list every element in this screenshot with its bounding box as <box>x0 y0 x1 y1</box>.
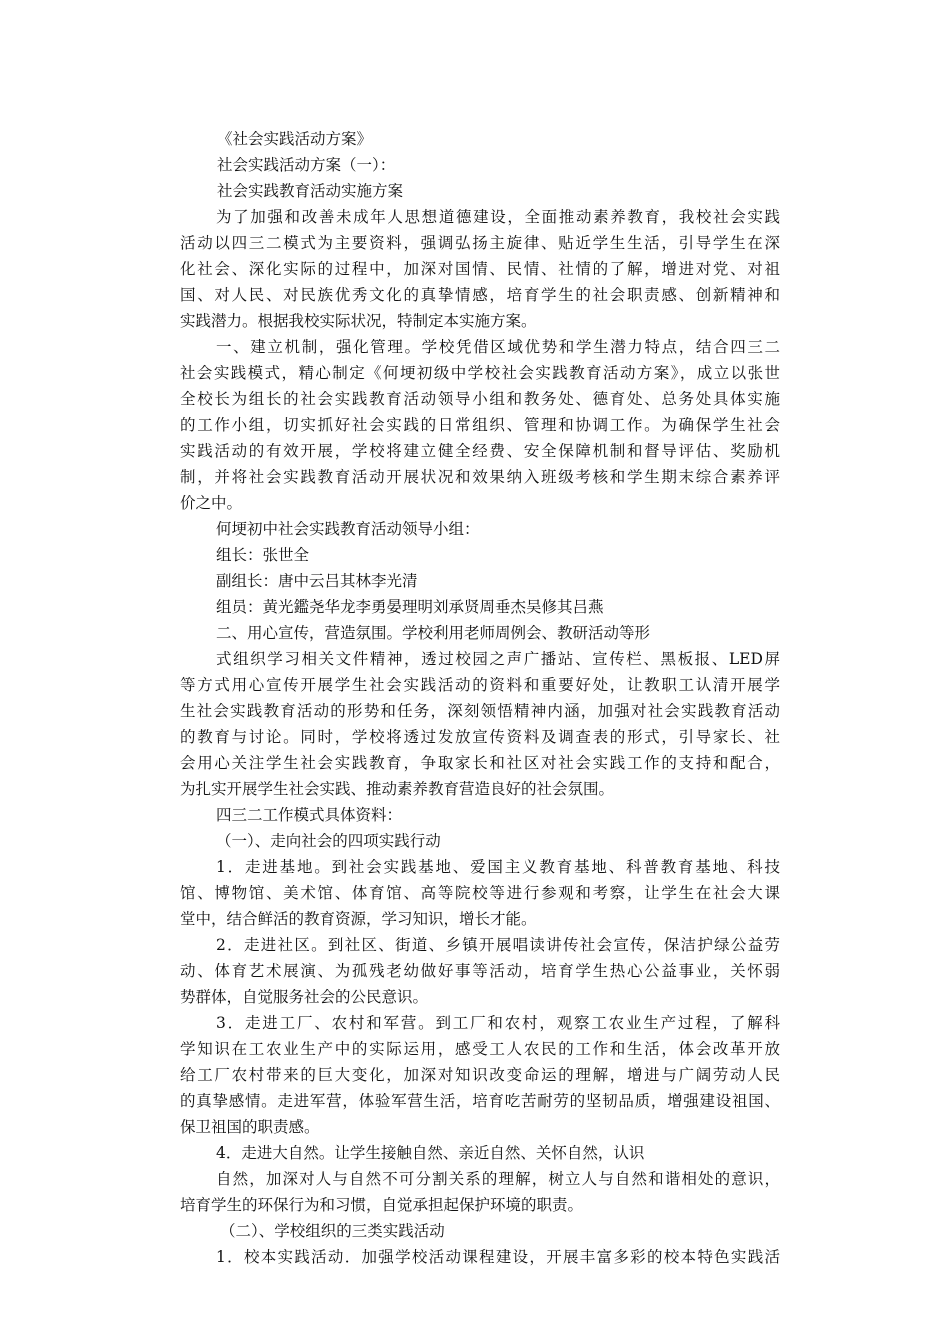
text-line: 1．走进基地。到社会实践基地、爱国主义教育基地、科普教育基地、科技 <box>216 858 780 876</box>
text-line: 的真挚感情。走进军营，体验军营生活，培育吃苦耐劳的坚韧品质，增强建设祖国、 <box>180 1092 780 1110</box>
text-line: 价之中。 <box>180 494 243 512</box>
section-heading: （二）、学校组织的三类实践活动 <box>220 1222 445 1240</box>
text-line: 组员：黄光鑑尧华龙李勇晏理明刘承贤周垂杰吴修其吕燕 <box>216 598 604 616</box>
text-line: 1．校本实践活动．加强学校活动课程建设，开展丰富多彩的校本特色实践活 <box>216 1248 780 1266</box>
text-line: 生社会实践教育活动的形势和任务，深刻领悟精神内涵，加强对社会实践教育活动 <box>180 702 780 720</box>
text-line: 自然，加深对人与自然不可分割关系的理解，树立人与自然和谐相处的意识， <box>216 1170 780 1188</box>
text-line: 四三二工作模式具体资料： <box>216 806 403 824</box>
text-line: 化社会、深化实际的过程中，加深对国情、民情、社情的了解，增进对党、对祖 <box>180 260 780 278</box>
text-line: 一、建立机制，强化管理。学校凭借区域优势和学生潜力特点，结合四三二 <box>216 338 780 356</box>
text-line: 为扎实开展学生社会实践、推动素养教育营造良好的社会氛围。 <box>180 780 615 798</box>
text-line: 为了加强和改善未成年人思想道德建设，全面推动素养教育，我校社会实践 <box>216 208 780 226</box>
text-line: 副组长：唐中云吕其林李光清 <box>216 572 418 590</box>
text-line: 3．走进工厂、农村和军营。到工厂和农村，观察工农业生产过程，了解科 <box>216 1014 780 1032</box>
text-line: 全校长为组长的社会实践教育活动领导小组和教务处、德育处、总务处具体实施 <box>180 390 780 408</box>
text-line: 等方式用心宣传开展学生社会实践活动的资料和重要好处，让教职工认清开展学 <box>180 676 780 694</box>
text-line: 2．走进社区。到社区、街道、乡镇开展唱读讲传社会宣传，保洁护绿公益劳 <box>216 936 780 954</box>
text-line: 馆、博物馆、美术馆、体育馆、高等院校等进行参观和考察，让学生在社会大课 <box>180 884 780 902</box>
text-line: 组长：张世全 <box>216 546 310 564</box>
text-line: 实践潜力。根据我校实际状况，特制定本实施方案。 <box>180 312 537 330</box>
text-line: 社会实践模式，精心制定《何埂初级中学校社会实践教育活动方案》，成立以张世 <box>180 364 780 382</box>
text-line: 堂中，结合鲜活的教育资源，学习知识，增长才能。 <box>180 910 537 928</box>
text-line: 何埂初中社会实践教育活动领导小组： <box>216 520 480 538</box>
text-line: 给工厂农村带来的巨大变化，加深对知识改变命运的理解，增进与广阔劳动人民 <box>180 1066 780 1084</box>
text-line: 国、对人民、对民族优秀文化的真挚情感，培育学生的社会职责感、创新精神和 <box>180 286 780 304</box>
text-line: 培育学生的环保行为和习惯，自觉承担起保护环境的职责。 <box>180 1196 584 1214</box>
section-heading: 社会实践活动方案（一）： <box>217 156 396 174</box>
document-title: 《社会实践活动方案》 <box>217 130 373 148</box>
text-line: 的教育与讨论。同时，学校将透过发放宣传资料及调查表的形式，引导家长、社 <box>180 728 780 746</box>
text-line: 二、用心宣传，营造氛围。学校利用老师周例会、教研活动等形 <box>216 624 651 642</box>
text-line: 学知识在工农业生产中的实际运用，感受工人农民的工作和生活，体会改革开放 <box>180 1040 780 1058</box>
text-line: 制，并将社会实践教育活动开展状况和效果纳入班级考核和学生期末综合素养评 <box>180 468 780 486</box>
text-line: 保卫祖国的职责感。 <box>180 1118 320 1136</box>
section-subheading: 社会实践教育活动实施方案 <box>217 182 404 200</box>
text-line: 势群体，自觉服务社会的公民意识。 <box>180 988 429 1006</box>
text-line: 实践活动的有效开展，学校将建立健全经费、安全保障机制和督导评估、奖励机 <box>180 442 780 460</box>
text-line: 活动以四三二模式为主要资料，强调弘扬主旋律、贴近学生生活，引导学生在深 <box>180 234 780 252</box>
text-line: 4．走进大自然。让学生接触自然、亲近自然、关怀自然，认识 <box>216 1144 645 1162</box>
document-body <box>180 126 780 1270</box>
text-line: 动、体育艺术展演、为孤残老幼做好事等活动，培育学生热心公益事业，关怀弱 <box>180 962 780 980</box>
text-line: 会用心关注学生社会实践教育，争取家长和社区对社会实践工作的支持和配合， <box>180 754 780 772</box>
text-line: 的工作小组，切实抓好社会实践的日常组织、管理和协调工作。为确保学生社会 <box>180 416 780 434</box>
text-line: （一）、走向社会的四项实践行动 <box>216 832 441 850</box>
text-line: 式组织学习相关文件精神，透过校园之声广播站、宣传栏、黑板报、LED屏 <box>216 650 780 668</box>
